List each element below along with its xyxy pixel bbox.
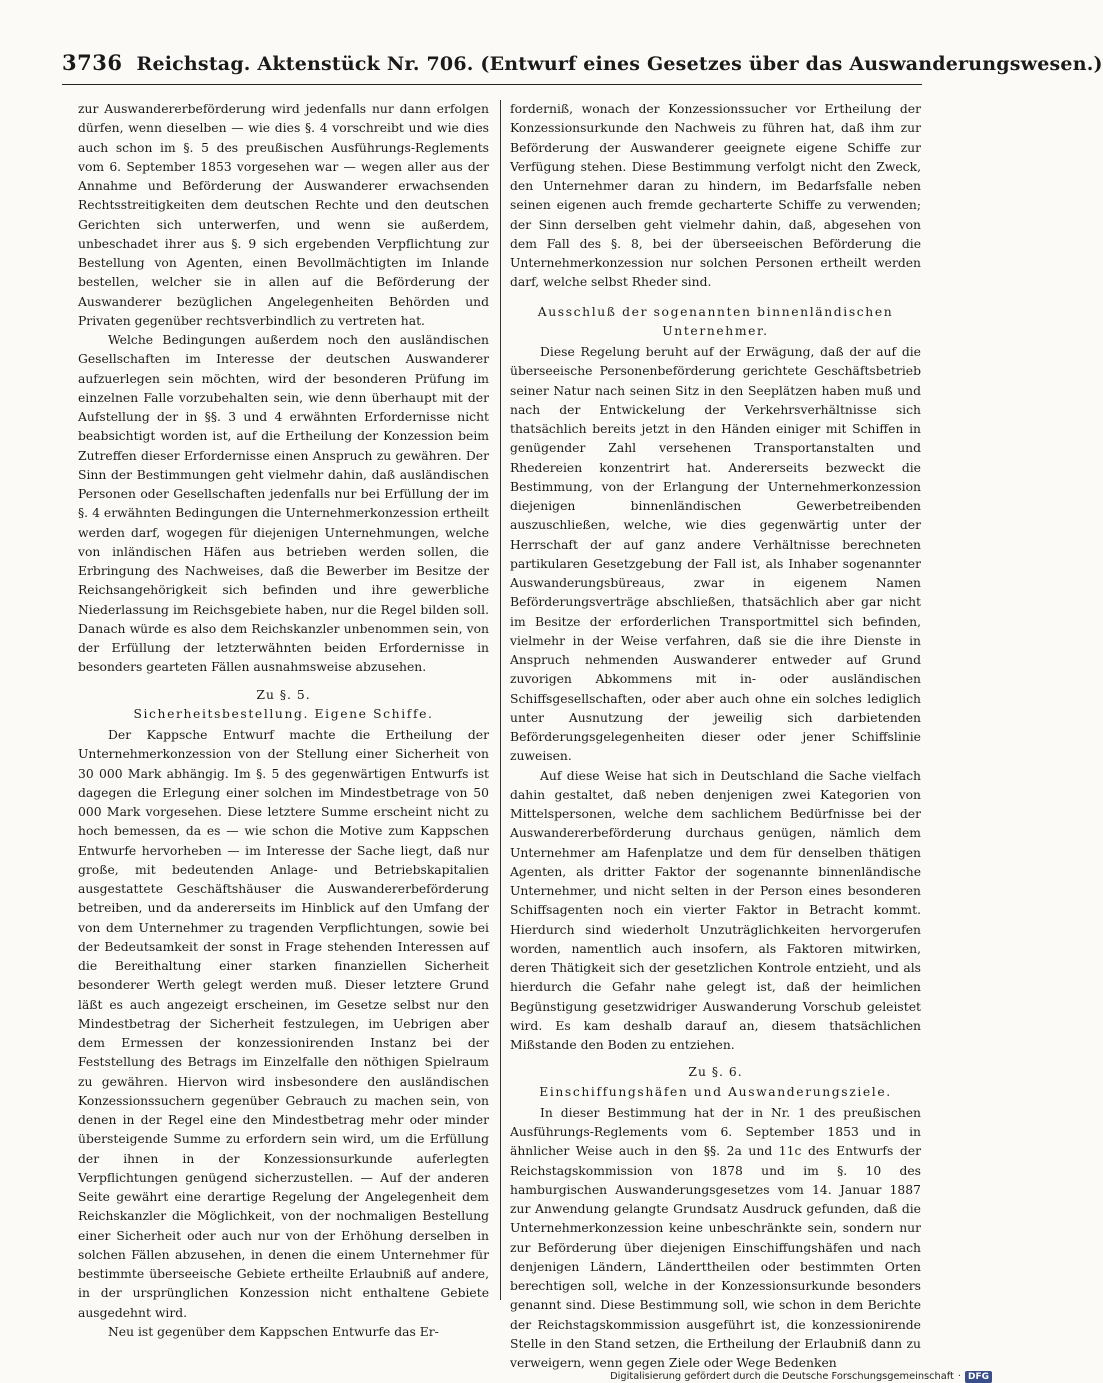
section-heading: Zu §. 6. <box>688 1065 743 1080</box>
page-number: 3736 <box>62 50 123 75</box>
page-body <box>72 100 927 1370</box>
paragraph: zur Auswandererbeförderung wird jedenfalls nur dann erfolgen dürfen, wenn dieselben — wie dies §. 4 vorschreibt und wie dies auch schon im §. 5 des preußischen Ausführungs-Reglements vom 6. September 1853 vorgesehen war — wegen aller aus der Annahme und Beförderung der Auswanderer erwachsenden Rechtsstreitigkeiten dem deutschen Rechte und den deutschen Gerichten sich unterwerfen, und wenn sie außerdem, unbeschadet ihrer aus §. 9 sich ergebenden Verpflichtung zur Bestellung von Agenten, einen Bevollmächtigten im Inlande bestellen, welcher sie in allen auf die Beförderung der Auswanderer bezüglichen Angelegenheiten Behörden und Privaten gegenüber rechtsverbindlich zu vertreten hat. <box>78 102 489 328</box>
page-header <box>62 50 1103 85</box>
right-column <box>510 100 921 1370</box>
credit-text: Digitalisierung gefördert durch die Deutsche Forschungsgemeinschaft <box>610 1371 954 1382</box>
separator-dot: · <box>957 1371 961 1382</box>
paragraph: Der Kappsche Entwurf machte die Ertheilung der Unternehmerkonzession von der Stellung einer Sicherheit von 30 000 Mark abhängig. Im §. 5 des gegenwärtigen Entwurfs ist dagegen die Erlegung einer solchen im Mindestbetrage von 50 000 Mark vorgesehen. Diese letztere Summe erscheint nicht zu hoch bemessen, da es — wie schon die Motive zum Kappschen Entwurfe hervorheben — im Interesse der Sache liegt, daß nur große, mit bedeutenden Anlage- und Betriebskapitalien ausgestattete Geschäftshäuser die Auswandererbeförderung betreiben, und da andererseits im Hinblick auf den Umfang der von dem Unternehmer zu tragenden Verpflichtungen, sowie bei der Bedeutsamkeit der sonst in Frage stehenden Interessen auf die Bereithaltung einer starken finanziellen Sicherheit besonderer Werth gelegt werden muß. Dieser letztere Grund läßt es auch angezeigt erscheinen, im Gesetze selbst nur den Mindestbetrag der Sicherheit festzulegen, im Uebrigen aber dem Ermessen der konzessionirenden Instanz bei der Feststellung des Betrags im Einzelfalle den nöthigen Spielraum zu gewähren. Hiervon wird insbesondere den ausländischen Konzessionssuchern gegenüber Gebrauch zu machen sein, von denen in der Regel eine den Mindestbetrag mehr oder minder übersteigende Summe zu erfordern sein wird, um die Erfüllung der ihnen in der Konzessionsurkunde auferlegten Verpflichtungen genügend sicherzustellen. — Auf der anderen Seite gewährt eine derartige Regelung der Angelegenheit dem Reichskanzler die Möglichkeit, von der nochmaligen Bestellung einer Sicherheit oder auch nur von der Erhöhung derselben in solchen Fällen abzusehen, in denen die einem Unternehmer für bestimmte überseeische Gebiete ertheilte Erlaubniß auf andere, in der ursprünglichen Konzession nicht enthaltene Gebiete ausgedehnt wird. <box>78 728 489 1320</box>
left-column <box>78 100 489 1339</box>
section-subheading: Sicherheitsbestellung. Eigene Schiffe. <box>133 706 434 721</box>
paragraph: Neu ist gegenüber dem Kappschen Entwurfe das Er- <box>108 1324 439 1339</box>
paragraph: Diese Regelung beruht auf der Erwägung, daß der auf die überseeische Personenbeförderung gerichtete Geschäftsbetrieb seiner Natur nach seinen Sitz in den Seeplätzen haben muß und nach der Entwickelung der Verkehrsverhältnisse sich thatsächlich bereits jetzt in den Händen einiger mit Schiffen in genügender Zahl versehenen Transportanstalten und Rhedereien konzentrirt hat. Andererseits bezweckt die Bestimmung, von der Erlangung der Unternehmerkonzession diejenigen binnenländischen Gewerbetreibenden auszuschließen, welche, wie dies gegenwärtig unter der Herrschaft der auf ganz andere Verhältnisse berechneten partikularen Gesetzgebung der Fall ist, als Inhaber sogenannter Auswanderungsbüreaus, zwar in eigenem Namen Beförderungsverträge abschließen, thatsächlich aber gar nicht im Besitze der erforderlichen Transportmittel sich befinden, vielmehr in der Weise verfahren, daß sie die ihre Dienste in Anspruch nehmenden Auswanderer entweder auf Grund zuvorigen Abkommens mit in- oder ausländischen Schiffsgesellschaften, oder aber auch ohne ein solches lediglich unter Ausnutzung der jeweilig sich darbietenden Beförderungsgelegenheiten dieser oder jener Schiffslinie zuweisen. <box>510 345 921 764</box>
paragraph: Welche Bedingungen außerdem noch den ausländischen Gesellschaften im Interesse der deutschen Auswanderer aufzuerlegen sein möchten, wird der besonderen Prüfung im einzelnen Falle vorzubehalten sein, wie denn überhaupt mit der Aufstellung der in §§. 3 und 4 erwähnten Erfordernisse nicht beabsichtigt worden ist, auf die Ertheilung der Konzession beim Zutreffen dieser Erfordernisse einen Anspruch zu gewähren. Der Sinn der Bestimmungen geht vielmehr dahin, daß ausländischen Personen oder Gesellschaften jedenfalls nur bei Erfüllung der im §. 4 erwähnten Bedingungen die Unternehmerkonzession ertheilt werden darf, wogegen für diejenigen Unternehmungen, welche von inländischen Häfen aus betrieben werden sollen, die Erbringung des Nachweises, daß die Bewerber im Besitze der Reichsangehörigkeit sich befinden und ihre gewerbliche Niederlassung im Reichsgebiete haben, nur die Regel bilden soll. Danach würde es also dem Reichskanzler unbenommen sein, von der Erfüllung der letzterwähnten beiden Erfordernisse in besonders gearteten Fällen ausnahmsweise abzusehen. <box>78 333 489 675</box>
paragraph: Auf diese Weise hat sich in Deutschland die Sache vielfach dahin gestaltet, daß neben denjenigen zwei Kategorien von Mittelspersonen, welche dem sachlichem Bedürfnisse bei der Auswandererbeförderung durchaus genügen, nämlich dem Unternehmer am Hafenplatze und dem für denselben thätigen Agenten, als dritter Faktor der sogenannte binnenländische Unternehmer, und nicht selten in der Person eines besonderen Schiffsagenten noch ein vierter Faktor in Betracht kommt. Hierdurch sind wiederholt Unzuträglichkeiten hervorgerufen worden, namentlich auch insofern, als Faktoren mitwirken, deren Thätigkeit sich der gesetzlichen Kontrole entzieht, und als hierdurch die Gefahr nahe gelegt ist, daß der heimlichen Begünstigung gesetzwidriger Auswanderung Vorschub geleistet wird. Es kam deshalb darauf an, diesem thatsächlichen Mißstande den Boden zu entziehen. <box>510 768 921 1052</box>
digitization-credit <box>612 1370 992 1383</box>
section-subheading: Ausschluß der sogenannten binnenländischen Unternehmer. <box>537 304 894 338</box>
section-subheading: Einschiffungshäfen und Auswanderungsziele. <box>539 1084 892 1099</box>
paragraph: In dieser Bestimmung hat der in Nr. 1 des preußischen Ausführungs-Reglements vom 6. September 1853 und in ähnlicher Weise auch in den §§. 2a und 11c des Entwurfs der Reichstagskommission von 1878 und im §. 10 des hamburgischen Auswanderungsgesetzes vom 14. Januar 1887 zur Anwendung gelangte Grundsatz Ausdruck gefunden, daß die Unternehmerkonzession keine unbeschränkte sein, sondern nur zur Beförderung über diejenigen Einschiffungshäfen und nach denjenigen Ländern, Länderttheilen oder bestimmten Orten berechtigen soll, welche in der Konzessionsurkunde besonders genannt sind. Diese Bestimmung soll, wie schon in dem Berichte der Reichstagskommission ausgeführt ist, die konzessionirende Stelle in den Stand setzen, die Ertheilung der Erlaubniß dann zu verweigern, wenn gegen Ziele oder Wege Bedenken <box>510 1105 921 1370</box>
column-divider <box>500 100 501 1300</box>
dfg-logo-icon: DFG <box>965 1371 992 1383</box>
section-heading: Zu §. 5. <box>256 687 311 702</box>
paragraph: forderniß, wonach der Konzessionssucher vor Ertheilung der Konzessionsurkunde den Nachweis zu führen hat, daß ihm zur Beförderung der Auswanderer geeignete eigene Schiffe zur Verfügung stehen. Diese Bestimmung verfolgt nicht den Zweck, den Unternehmer daran zu hindern, im Bedarfsfalle neben seinen eigenen auch fremde gecharterte Schiffe zu verwenden; der Sinn derselben geht vielmehr dahin, daß, abgesehen von dem Fall des §. 8, bei der überseeischen Beförderung die Unternehmerkonzession nur solchen Personen ertheilt werden darf, welche selbst Rheder sind. <box>510 102 921 290</box>
page-title: Reichstag. Aktenstück Nr. 706. (Entwurf eines Gesetzes über das Auswanderungswesen.) <box>136 53 1103 75</box>
